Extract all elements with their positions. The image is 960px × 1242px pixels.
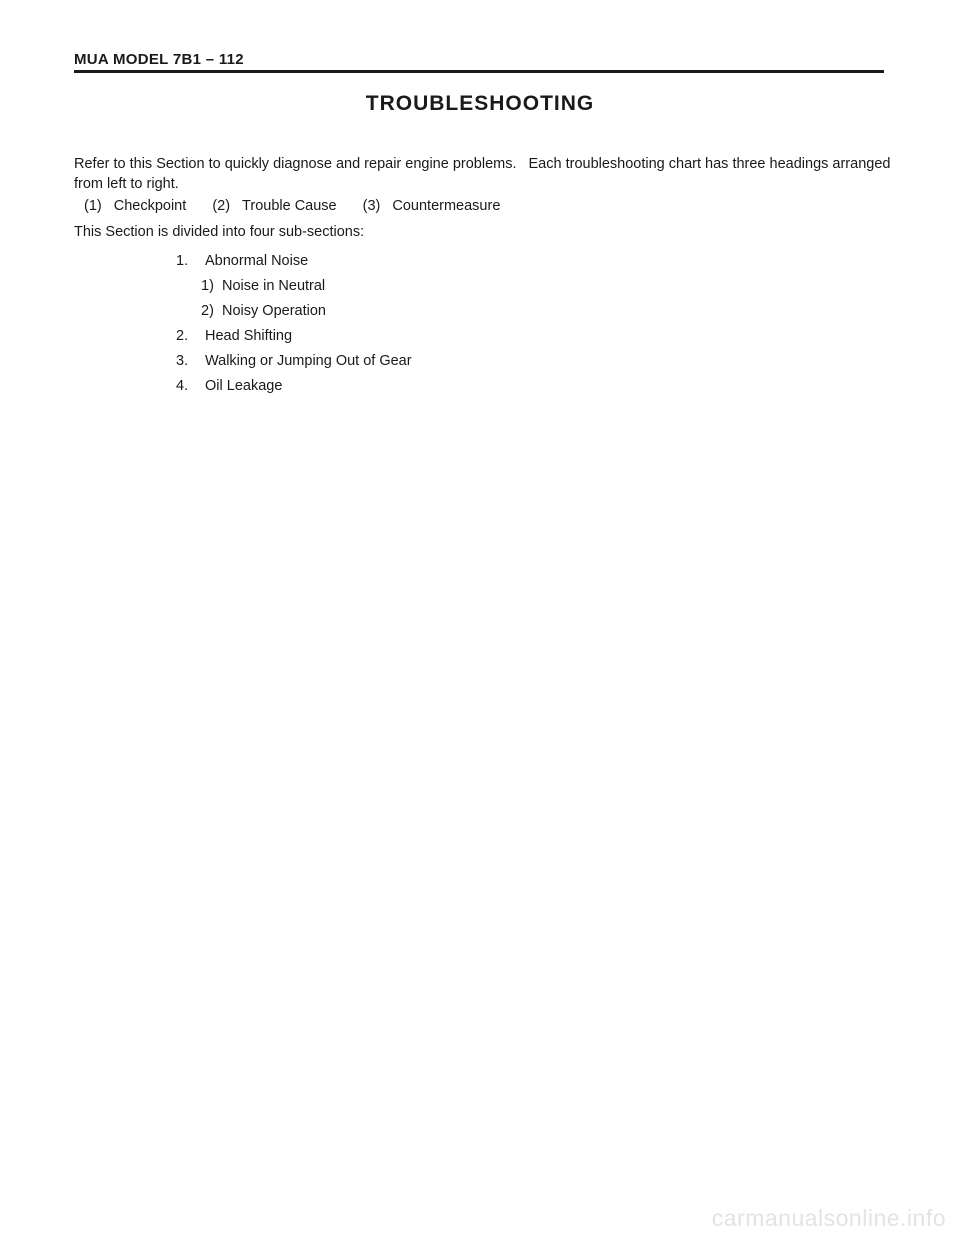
heading-countermeasure: (3) Countermeasure xyxy=(362,198,501,214)
header-rule xyxy=(74,70,884,73)
list-item: 2. Head Shifting xyxy=(176,328,293,344)
watermark: carmanualsonline.info xyxy=(711,1205,946,1231)
heading-checkpoint: (1) Checkpoint xyxy=(84,198,187,214)
list-subitem: 1) Noise in Neutral xyxy=(201,278,326,294)
section-title: TROUBLESHOOTING xyxy=(365,92,595,115)
chart-headings xyxy=(84,198,522,214)
page-header: MUA MODEL 7B1 – 112 xyxy=(74,51,244,68)
list-item: 1. Abnormal Noise xyxy=(176,253,309,269)
intro-sentence-2: Each troubleshooting chart has three headings arranged from left to right. xyxy=(74,156,891,192)
intro-sentence-1: Refer to this Section to quickly diagnose and repair engine problems. xyxy=(74,156,517,172)
list-subitem: 2) Noisy Operation xyxy=(201,303,326,319)
intro-paragraph xyxy=(74,154,894,194)
subsection-list xyxy=(176,249,412,399)
list-item: 4. Oil Leakage xyxy=(176,378,283,394)
heading-trouble-cause: (2) Trouble Cause xyxy=(212,198,337,214)
list-item: 3. Walking or Jumping Out of Gear xyxy=(176,353,412,369)
subsections-intro: This Section is divided into four sub-sections: xyxy=(74,224,365,240)
